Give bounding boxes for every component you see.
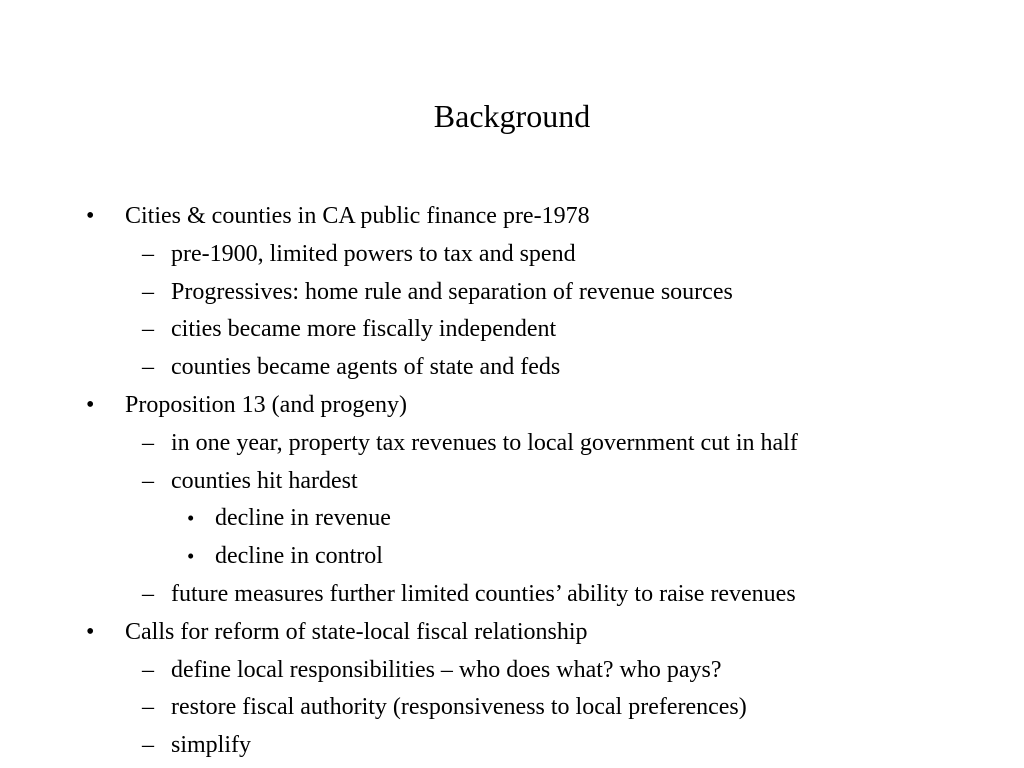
dash-marker: – bbox=[142, 694, 154, 721]
bullet-marker: • bbox=[187, 544, 195, 569]
sub-item-1-1 bbox=[0, 236, 1024, 274]
bullet-item-1 bbox=[0, 198, 1024, 236]
dash-marker: – bbox=[142, 278, 154, 305]
sub-item-text: cities became more fiscally independent bbox=[171, 316, 557, 343]
sub-item-text: counties became agents of state and feds bbox=[171, 354, 561, 381]
bullet-marker: • bbox=[187, 506, 195, 531]
bullet-marker: • bbox=[86, 391, 95, 418]
sub-sub-item-text: decline in control bbox=[215, 543, 383, 570]
sub-item-text: restore fiscal authority (responsiveness to local preferences) bbox=[171, 694, 747, 721]
sub-item-2-3 bbox=[0, 576, 1024, 614]
sub-item-1-3 bbox=[0, 311, 1024, 349]
dash-marker: – bbox=[142, 429, 154, 456]
sub-item-3-3 bbox=[0, 727, 1024, 765]
sub-item-3-2 bbox=[0, 689, 1024, 727]
dash-marker: – bbox=[142, 656, 154, 683]
bullet-text: Calls for reform of state-local fiscal relationship bbox=[125, 618, 588, 645]
slide-title: Background bbox=[433, 98, 591, 134]
sub-item-text: define local responsibilities – who does what? who pays? bbox=[171, 656, 722, 683]
sub-item-1-2 bbox=[0, 274, 1024, 312]
sub-item-text: Progressives: home rule and separation of revenue sources bbox=[171, 278, 733, 305]
bullet-item-2 bbox=[0, 387, 1024, 425]
bullet-list bbox=[0, 198, 1024, 765]
sub-item-text: counties hit hardest bbox=[171, 467, 358, 494]
dash-marker: – bbox=[142, 580, 154, 607]
sub-item-text: pre-1900, limited powers to tax and spend bbox=[171, 240, 576, 267]
bullet-text: Cities & counties in CA public finance pre-1978 bbox=[125, 203, 590, 229]
bullet-marker: • bbox=[86, 618, 95, 645]
bullet-text: Proposition 13 (and progeny) bbox=[125, 391, 407, 418]
sub-item-2-2 bbox=[0, 463, 1024, 501]
sub-item-text: in one year, property tax revenues to local government cut in half bbox=[171, 429, 798, 456]
sub-sub-item-text: decline in revenue bbox=[215, 505, 391, 532]
sub-item-2-1 bbox=[0, 425, 1024, 463]
dash-marker: – bbox=[142, 354, 154, 381]
sub-sub-item-2-2-2 bbox=[0, 538, 1024, 576]
sub-item-1-4 bbox=[0, 349, 1024, 387]
dash-marker: – bbox=[142, 316, 154, 343]
sub-item-3-1 bbox=[0, 652, 1024, 690]
dash-marker: – bbox=[142, 240, 154, 267]
bullet-marker: • bbox=[86, 203, 95, 229]
sub-sub-item-2-2-1 bbox=[0, 500, 1024, 538]
dash-marker: – bbox=[142, 467, 154, 494]
bullet-item-3 bbox=[0, 614, 1024, 652]
dash-marker: – bbox=[142, 732, 154, 759]
sub-item-text: simplify bbox=[171, 732, 252, 759]
sub-item-text: future measures further limited counties’ ability to raise revenues bbox=[171, 580, 796, 607]
